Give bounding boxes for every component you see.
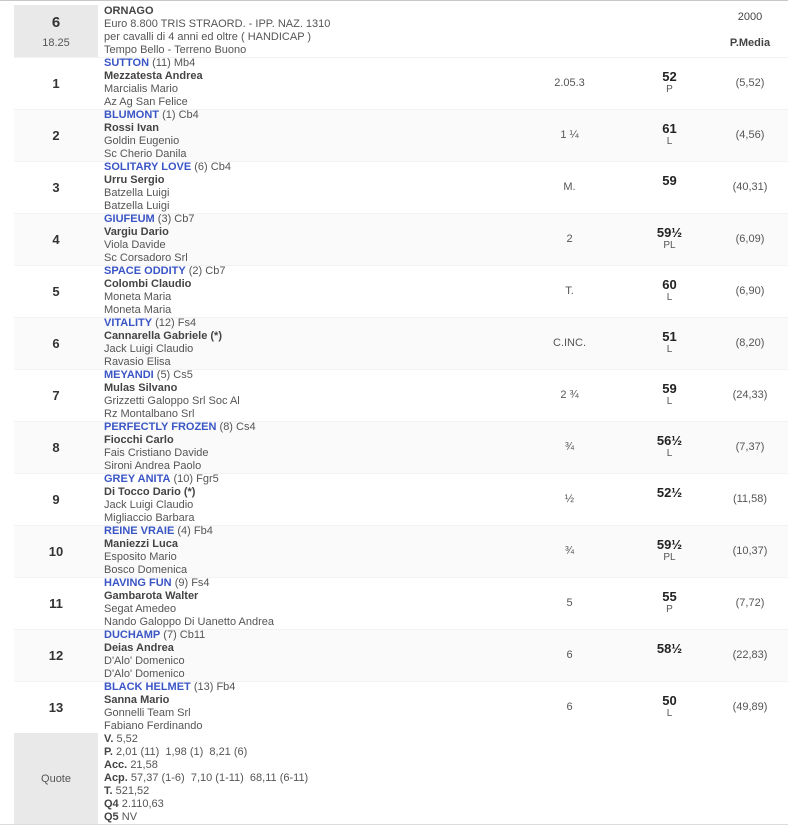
quote-section bbox=[14, 733, 788, 824]
finish-position: 2 bbox=[52, 127, 60, 143]
horse-name-link[interactable]: SOLITARY LOVE bbox=[104, 161, 192, 173]
horse-number-breed: (2) Cb7 bbox=[188, 265, 226, 277]
weight-cell bbox=[617, 525, 722, 577]
weight-cell bbox=[617, 265, 722, 317]
horse-name-line bbox=[104, 317, 522, 330]
horse-name-line bbox=[104, 369, 522, 382]
weight-value: 51 bbox=[662, 329, 677, 344]
driver-name: Fiocchi Carlo bbox=[104, 434, 174, 446]
odds-value: (4,56) bbox=[735, 129, 765, 141]
horse-name-link[interactable]: BLACK HELMET bbox=[104, 681, 191, 693]
race-going: Tempo Bello - Terreno Buono bbox=[104, 44, 247, 56]
trainer-name: Gonnelli Team Srl bbox=[104, 707, 191, 719]
weight-note: L bbox=[666, 292, 673, 303]
driver-name: Vargiu Dario bbox=[104, 226, 169, 238]
weight-value: 52½ bbox=[656, 485, 683, 500]
horse-row bbox=[14, 577, 788, 629]
gap-or-time: ½ bbox=[564, 493, 575, 505]
trainer-name: Viola Davide bbox=[104, 239, 166, 251]
horse-info bbox=[98, 317, 522, 369]
horse-row bbox=[14, 421, 788, 473]
quote-line-value: 2.110,63 bbox=[121, 798, 164, 810]
quote-line-label: Acp. bbox=[104, 772, 128, 784]
weight-value: 50 bbox=[662, 693, 677, 708]
horse-name-line bbox=[104, 109, 522, 122]
horse-name-link[interactable]: GREY ANITA bbox=[104, 473, 171, 485]
driver-name: Gambarota Walter bbox=[104, 590, 199, 602]
horse-row bbox=[14, 57, 788, 109]
quote-line-label: T. bbox=[104, 785, 113, 797]
horse-info bbox=[98, 577, 522, 629]
quote-line bbox=[104, 733, 778, 746]
weight-value: 61 bbox=[662, 121, 677, 136]
horse-name-line bbox=[104, 57, 522, 70]
weight-note: L bbox=[666, 344, 673, 355]
gap-or-time: 2.05.3 bbox=[554, 77, 585, 89]
odds-value: (7,37) bbox=[735, 441, 765, 453]
gap-or-time: M. bbox=[563, 181, 576, 193]
weight-value: 52 bbox=[662, 69, 677, 84]
weight-note: PL bbox=[663, 240, 676, 251]
weight-note: L bbox=[666, 448, 673, 459]
trainer-name: Esposito Mario bbox=[104, 551, 177, 563]
weight-value: 56½ bbox=[656, 433, 683, 448]
race-info bbox=[98, 5, 522, 57]
quote-line bbox=[104, 798, 778, 811]
driver-name: Urru Sergio bbox=[104, 174, 165, 186]
quote-line-label: V. bbox=[104, 733, 114, 745]
horse-name-line bbox=[104, 473, 522, 486]
weight-cell bbox=[617, 57, 722, 109]
trainer-name: Fais Cristiano Davide bbox=[104, 447, 209, 459]
horse-name-link[interactable]: SPACE ODDITY bbox=[104, 265, 186, 277]
gap-or-time: 6 bbox=[566, 701, 573, 713]
quote-label: Quote bbox=[14, 733, 98, 824]
weight-cell bbox=[617, 421, 722, 473]
race-prize: Euro 8.800 TRIS STRAORD. - IPP. NAZ. 1310 bbox=[104, 18, 331, 30]
quote-lines bbox=[98, 733, 778, 824]
trainer-name: Jack Luigi Claudio bbox=[104, 343, 194, 355]
horse-number-breed: (5) Cs5 bbox=[156, 369, 193, 381]
horse-row bbox=[14, 161, 788, 213]
odds-value: (8,20) bbox=[735, 337, 765, 349]
quote-line-value: 521,52 bbox=[115, 785, 150, 797]
horse-row bbox=[14, 473, 788, 525]
horse-number-breed: (13) Fb4 bbox=[193, 681, 236, 693]
quote-line bbox=[104, 772, 778, 785]
quote-line-value: NV bbox=[121, 811, 138, 823]
weight-note: L bbox=[666, 396, 673, 407]
trainer-name: Moneta Maria bbox=[104, 291, 172, 303]
race-time: 18.25 bbox=[42, 36, 70, 49]
odds-value: (6,90) bbox=[735, 285, 765, 297]
weight-value: 55 bbox=[662, 589, 677, 604]
weight-value: 59 bbox=[662, 381, 677, 396]
quote-line-value: 57,37 (1-6) 7,10 (1-11) 68,11 (6-11) bbox=[130, 772, 309, 784]
horse-row bbox=[14, 109, 788, 161]
horse-number-breed: (8) Cs4 bbox=[219, 421, 256, 433]
odds-value: (7,72) bbox=[735, 597, 765, 609]
horse-number-breed: (1) Cb4 bbox=[162, 109, 199, 121]
odds-value: (49,89) bbox=[732, 701, 768, 713]
odds-value: (10,37) bbox=[732, 545, 768, 557]
race-number: 6 bbox=[51, 13, 61, 31]
trainer-name: Goldin Eugenio bbox=[104, 135, 180, 147]
driver-name: Mezzatesta Andrea bbox=[104, 70, 203, 82]
owner-name: Rz Montalbano Srl bbox=[104, 408, 195, 420]
finish-position: 9 bbox=[52, 491, 60, 507]
finish-position: 6 bbox=[52, 335, 60, 351]
quote-line bbox=[104, 759, 778, 772]
owner-name: Moneta Maria bbox=[104, 304, 172, 316]
horse-info bbox=[98, 525, 522, 577]
trainer-name: Segat Amedeo bbox=[104, 603, 177, 615]
weight-note: L bbox=[666, 136, 673, 147]
horse-info bbox=[98, 109, 522, 161]
quote-line-label: Q5 bbox=[104, 811, 119, 823]
horse-name-link[interactable]: BLUMONT bbox=[104, 109, 159, 121]
driver-name: Di Tocco Dario (*) bbox=[104, 486, 196, 498]
horse-name-line bbox=[104, 629, 522, 642]
weight-note: P bbox=[666, 84, 673, 95]
owner-name: Fabiano Ferdinando bbox=[104, 720, 203, 732]
gap-or-time: 1 ¼ bbox=[560, 129, 579, 141]
race-distance: 2000 bbox=[737, 11, 763, 23]
weight-value: 58½ bbox=[656, 641, 683, 656]
horse-name-line bbox=[104, 161, 522, 174]
odds-value: (24,33) bbox=[732, 389, 768, 401]
owner-name: Sironi Andrea Paolo bbox=[104, 460, 202, 472]
horse-info bbox=[98, 161, 522, 213]
finish-position: 8 bbox=[52, 439, 60, 455]
owner-name: Nando Galoppo Di Uanetto Andrea bbox=[104, 616, 275, 628]
horse-name-link[interactable]: GIUFEUM bbox=[104, 213, 155, 225]
horse-name-link[interactable]: REINE VRAIE bbox=[104, 525, 175, 537]
trainer-name: Jack Luigi Claudio bbox=[104, 499, 194, 511]
horse-row bbox=[14, 265, 788, 317]
horse-info bbox=[98, 629, 522, 681]
horse-name-line bbox=[104, 681, 522, 694]
horse-name-link[interactable]: HAVING FUN bbox=[104, 577, 172, 589]
gap-or-time: 2 bbox=[566, 233, 573, 245]
driver-name: Cannarella Gabriele (*) bbox=[104, 330, 222, 342]
finish-position: 13 bbox=[48, 699, 64, 715]
horse-name-link[interactable]: PERFECTLY FROZEN bbox=[104, 421, 217, 433]
driver-name: Sanna Mario bbox=[104, 694, 170, 706]
weight-note: P bbox=[666, 604, 673, 615]
owner-name: Sc Cherio Danila bbox=[104, 148, 187, 160]
weight-cell bbox=[617, 577, 722, 629]
driver-name: Deias Andrea bbox=[104, 642, 174, 654]
owner-name: Ravasio Elisa bbox=[104, 356, 171, 368]
horse-name-link[interactable]: SUTTON bbox=[104, 57, 150, 69]
finish-position: 1 bbox=[52, 75, 60, 91]
horse-rows bbox=[14, 57, 788, 733]
finish-position: 12 bbox=[48, 647, 64, 663]
horse-number-breed: (3) Cb7 bbox=[157, 213, 195, 225]
weight-note: L bbox=[666, 708, 673, 719]
horse-name-line bbox=[104, 265, 522, 278]
horse-number-breed: (11) Mb4 bbox=[152, 57, 196, 69]
horse-number-breed: (9) Fs4 bbox=[174, 577, 210, 589]
trainer-name: D'Alo' Domenico bbox=[104, 655, 185, 667]
quote-line-label: P. bbox=[104, 746, 113, 758]
track-name: ORNAGO bbox=[104, 5, 154, 17]
quote-line-label: Q4 bbox=[104, 798, 119, 810]
odds-value: (6,09) bbox=[735, 233, 765, 245]
horse-info bbox=[98, 265, 522, 317]
horse-number-breed: (12) Fs4 bbox=[155, 317, 197, 329]
trainer-name: Batzella Luigi bbox=[104, 187, 170, 199]
odds-value: (40,31) bbox=[732, 181, 768, 193]
race-header bbox=[14, 1, 788, 57]
finish-position: 11 bbox=[49, 595, 63, 611]
horse-name-line bbox=[104, 525, 522, 538]
horse-info bbox=[98, 681, 522, 733]
pmedia-column-header: P.Media bbox=[729, 37, 771, 49]
weight-cell bbox=[617, 369, 722, 421]
weight-value: 59½ bbox=[656, 537, 683, 552]
horse-name-link[interactable]: VITALITY bbox=[104, 317, 153, 329]
horse-row bbox=[14, 213, 788, 265]
horse-info bbox=[98, 369, 522, 421]
gap-or-time: 5 bbox=[566, 597, 573, 609]
header-right-column bbox=[722, 5, 778, 57]
finish-position: 4 bbox=[52, 231, 60, 247]
gap-or-time: 6 bbox=[566, 649, 573, 661]
weight-cell bbox=[617, 681, 722, 733]
weight-cell bbox=[617, 109, 722, 161]
owner-name: Bosco Domenica bbox=[104, 564, 188, 576]
horse-name-link[interactable]: DUCHAMP bbox=[104, 629, 161, 641]
header-spacer-gap-col bbox=[522, 5, 617, 57]
driver-name: Rossi Ivan bbox=[104, 122, 160, 134]
horse-name-line bbox=[104, 577, 522, 590]
weight-cell bbox=[617, 213, 722, 265]
gap-or-time: C.INC. bbox=[553, 337, 586, 349]
trainer-name: Grizzetti Galoppo Srl Soc Al bbox=[104, 395, 240, 407]
gap-or-time: T. bbox=[565, 285, 574, 297]
horse-row bbox=[14, 369, 788, 421]
horse-number-breed: (7) Cb11 bbox=[163, 629, 206, 641]
horse-name-line bbox=[104, 213, 522, 226]
weight-value: 60 bbox=[662, 277, 677, 292]
driver-name: Maniezzi Luca bbox=[104, 538, 178, 550]
quote-line-value: 5,52 bbox=[116, 733, 138, 745]
weight-cell bbox=[617, 317, 722, 369]
gap-or-time: ¾ bbox=[564, 545, 575, 557]
horse-number-breed: (4) Fb4 bbox=[177, 525, 213, 537]
horse-info bbox=[98, 421, 522, 473]
owner-name: Migliaccio Barbara bbox=[104, 512, 195, 524]
odds-value: (22,83) bbox=[732, 649, 768, 661]
horse-row bbox=[14, 317, 788, 369]
weight-cell bbox=[617, 629, 722, 681]
horse-number-breed: (10) Fgr5 bbox=[173, 473, 219, 485]
finish-position: 10 bbox=[48, 543, 64, 559]
horse-info bbox=[98, 57, 522, 109]
owner-name: Az Ag San Felice bbox=[104, 96, 188, 108]
horse-name-line bbox=[104, 421, 522, 434]
horse-row bbox=[14, 681, 788, 733]
horse-row bbox=[14, 525, 788, 577]
weight-cell bbox=[617, 161, 722, 213]
quote-line bbox=[104, 785, 778, 798]
header-spacer-weight-col bbox=[617, 5, 722, 57]
horse-info bbox=[98, 473, 522, 525]
horse-info bbox=[98, 213, 522, 265]
quote-line bbox=[104, 746, 778, 759]
weight-value: 59½ bbox=[656, 225, 683, 240]
race-conditions: per cavalli di 4 anni ed oltre ( HANDICAP ) bbox=[104, 31, 312, 43]
weight-cell bbox=[617, 473, 722, 525]
trainer-name: Marcialis Mario bbox=[104, 83, 178, 95]
quote-line bbox=[104, 811, 778, 824]
finish-position: 3 bbox=[52, 179, 60, 195]
quote-line-value: 21,58 bbox=[130, 759, 158, 771]
quote-line-value: 2,01 (11) 1,98 (1) 8,21 (6) bbox=[116, 746, 248, 758]
gap-or-time: 2 ¾ bbox=[560, 389, 579, 401]
race-number-cell bbox=[14, 5, 98, 57]
horse-row bbox=[14, 629, 788, 681]
gap-or-time: ¾ bbox=[564, 441, 575, 453]
driver-name: Mulas Silvano bbox=[104, 382, 178, 394]
owner-name: Sc Corsadoro Srl bbox=[104, 252, 188, 264]
odds-value: (11,58) bbox=[732, 493, 768, 505]
finish-position: 5 bbox=[52, 283, 60, 299]
owner-name: D'Alo' Domenico bbox=[104, 668, 185, 680]
weight-note: PL bbox=[663, 552, 676, 563]
horse-number-breed: (6) Cb4 bbox=[194, 161, 231, 173]
finish-position: 7 bbox=[52, 387, 60, 403]
weight-value: 59 bbox=[662, 173, 677, 188]
driver-name: Colombi Claudio bbox=[104, 278, 192, 290]
odds-value: (5,52) bbox=[735, 77, 765, 89]
horse-name-link[interactable]: MEYANDI bbox=[104, 369, 154, 381]
owner-name: Batzella Luigi bbox=[104, 200, 170, 212]
quote-line-label: Acc. bbox=[104, 759, 128, 771]
